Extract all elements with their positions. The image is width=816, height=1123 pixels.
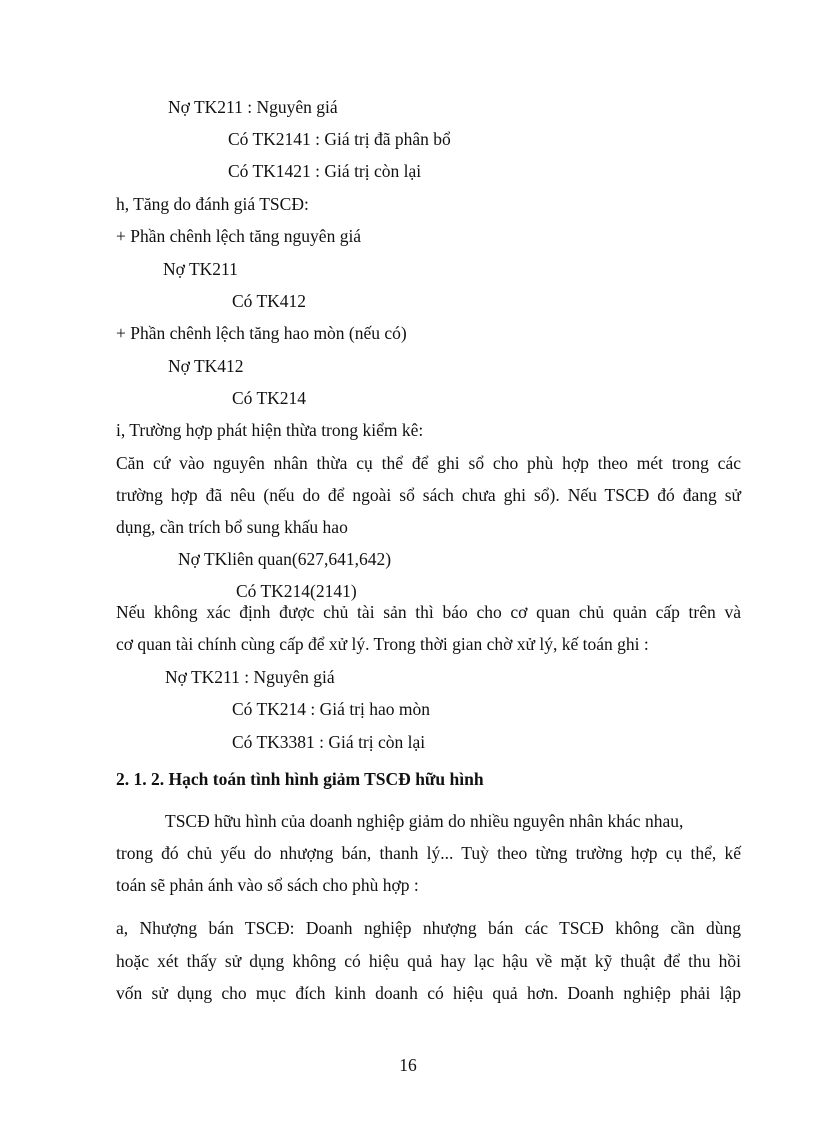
entry-credit-tk2141: Có TK2141 : Giá trị đã phân bổ (228, 129, 451, 149)
paragraph-line: trong đó chủ yếu do nhượng bán, thanh lý... Tuỳ theo từng trường hợp cụ thể, kế (116, 843, 741, 863)
page-number: 16 (399, 1055, 417, 1075)
entry-debit-related: Nợ TKliên quan(627,641,642) (178, 549, 392, 569)
paragraph-line: toán sẽ phản ánh vào sổ sách cho phù hợp : (116, 875, 419, 895)
entry-credit-tk214-b: Có TK214 : Giá trị hao mòn (232, 699, 430, 719)
paragraph-line: TSCĐ hữu hình của doanh nghiệp giảm do nhiều nguyên nhân khác nhau, (165, 811, 684, 831)
entry-credit-tk3381: Có TK3381 : Giá trị còn lại (232, 732, 426, 752)
entry-credit-tk1421: Có TK1421 : Giá trị còn lại (228, 161, 422, 181)
section-heading-h: h, Tăng do đánh giá TSCĐ: (116, 194, 309, 214)
paragraph-line: cơ quan tài chính cùng cấp để xử lý. Trong thời gian chờ xử lý, kế toán ghi : (116, 634, 649, 654)
paragraph-line: Nếu không xác định được chủ tài sản thì báo cho cơ quan chủ quản cấp trên và (116, 602, 741, 622)
entry-credit-tk214-2141: Có TK214(2141) (236, 581, 357, 601)
entry-debit-tk211: Nợ TK211 : Nguyên giá (168, 97, 338, 117)
entry-debit-tk412: Nợ TK412 (168, 356, 244, 376)
entry-credit-tk412: Có TK412 (232, 291, 307, 311)
paragraph-line: a, Nhượng bán TSCĐ: Doanh nghiệp nhượng bán các TSCĐ không cần dùng (116, 918, 741, 938)
bullet-depreciation-increase: + Phần chênh lệch tăng hao mòn (nếu có) (116, 323, 407, 343)
paragraph-line: vốn sử dụng cho mục đích kinh doanh có hiệu quả hơn. Doanh nghiệp phải lập (116, 983, 741, 1003)
section-heading-i: i, Trường hợp phát hiện thừa trong kiểm kê: (116, 420, 424, 440)
entry-debit-tk211-c: Nợ TK211 : Nguyên giá (165, 667, 335, 687)
paragraph-line: Căn cứ vào nguyên nhân thừa cụ thể để ghi sổ cho phù hợp theo mét trong các (116, 453, 741, 473)
paragraph-line: dụng, cần trích bổ sung khấu hao (116, 517, 348, 537)
paragraph-line: trường hợp đã nêu (nếu do để ngoài sổ sách chưa ghi sổ). Nếu TSCĐ đó đang sử (116, 485, 741, 505)
entry-debit-tk211-b: Nợ TK211 (163, 259, 238, 279)
paragraph-line: hoặc xét thấy sử dụng không có hiệu quả hay lạc hậu về mặt kỹ thuật để thu hồi (116, 951, 741, 971)
entry-credit-tk214: Có TK214 (232, 388, 307, 408)
section-heading-2-1-2: 2. 1. 2. Hạch toán tình hình giảm TSCĐ hữu hình (116, 769, 484, 789)
bullet-original-cost-increase: + Phần chênh lệch tăng nguyên giá (116, 226, 362, 246)
